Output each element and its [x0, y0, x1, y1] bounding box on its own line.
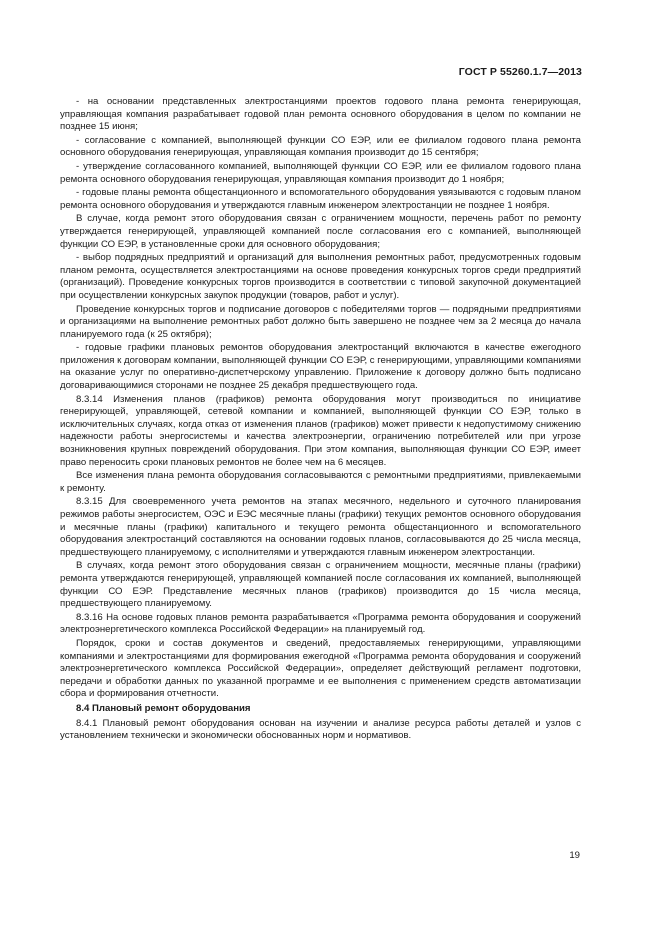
paragraph: В случае, когда ремонт этого оборудования связан с ограничением мощности, перечень работ по ремонту утверждается генерирующей, управляющей компанией после согласования его с компанией, выполняющей функции СО ЕЭР, в установленные сроки для основного оборудования;: [60, 213, 581, 250]
paragraph: - на основании представленных электростанциями проектов годового плана ремонта генерирующая, управляющая компания разрабатывает годовой план ремонта основного оборудования в целом по компании не позднее 15 июня;: [60, 96, 581, 133]
paragraph: 8.4.1 Плановый ремонт оборудования основан на изучении и анализе ресурса работы деталей и узлов с установлением технически и экономически обоснованных норм и нормативов.: [60, 717, 581, 742]
paragraph: - утверждение согласованного компанией, выполняющей функции СО ЕЭР, или ее филиалом годового плана ремонта основного оборудования генерирующая, управляющая компания производит до 1 ноября;: [60, 160, 581, 185]
paragraph: - годовые графики плановых ремонтов оборудования электростанций включаются в качестве ежегодного приложения к договорам компании, выполняющей функции СО ЕЭР, с генерирующими, управляющими компаниями на оказание услуг по оперативно-диспетчерскому управлению. Приложение к договору должно быть подписано договаривающимися сторонами не позднее 25 декабря предшествующего года.: [60, 342, 581, 392]
paragraph: - согласование с компанией, выполняющей функции СО ЕЭР, или ее филиалом годового плана ремонта основного оборудования генерирующая, управляющая компания производит до 15 сентября;: [60, 134, 581, 159]
page-number: 19: [569, 850, 580, 861]
paragraph: - годовые планы ремонта общестанционного и вспомогательного оборудования увязываются с годовым планом ремонта основного оборудования и утверждаются главным инженером электростанции не позднее 1 ноября.: [60, 187, 581, 211]
paragraph: 8.3.15 Для своевременного учета ремонтов на этапах месячного, недельного и суточного планирования режимов работы энергосистем, ОЭС и ЕЭС месячные планы (графики) текущих ремонтов основного оборудования и месячные планы (графики) капитального и текущего ремонта общестанционного и вспомогательного оборудования электростанций составляются на основании годовых планов, согласовываются до 25 числа месяца, предшествующего планируемому, с исполнителями и утверждаются главным инженером электростанции.: [60, 496, 581, 558]
body-text: [60, 96, 581, 744]
standard-header: ГОСТ Р 55260.1.7—2013: [458, 66, 582, 78]
paragraph: 8.3.16 На основе годовых планов ремонта разрабатывается «Программа ремонта оборудования и сооружений электроэнергетического комплекса Российской Федерации» на планируемый год.: [60, 611, 581, 636]
paragraph: Проведение конкурсных торгов и подписание договоров с победителями торгов — подрядными предприятиями и организациями на выполнение ремонтных работ должно быть завершено не позднее чем за 2 месяца до начала планируемого года (к 25 октября);: [60, 303, 581, 340]
paragraph: Все изменения плана ремонта оборудования согласовываются с ремонтными предприятиями, привлекаемыми к ремонту.: [60, 470, 581, 494]
paragraph: - выбор подрядных предприятий и организаций для выполнения ремонтных работ, предусмотренных годовым планом ремонта, осуществляется электростанциями на основе проведения конкурсных торгов среди предприятий (организаций). Проведение конкурсных торгов производится в соответствии с типовой закупочной документацией при осуществлении конкурсных закупок продукции (товаров, работ и услуг).: [60, 252, 581, 301]
section-heading: 8.4 Плановый ремонт оборудования: [76, 702, 251, 714]
paragraph: В случаях, когда ремонт этого оборудования связан с ограничением мощности, месячные планы (графики) ремонта утверждаются генерирующей, управляющей компанией после согласования их компанией, выполняющей функции СО ЕЭР. Представление месячных планов (графиков) производится до 15 числа месяца, предшествующего планируемому.: [60, 560, 581, 610]
paragraph: Порядок, сроки и состав документов и сведений, предоставляемых генерирующими, управляющими компаниями и электростанциями для формирования ежегодной «Программа ремонта оборудования и сооружений электроэнергетического комплекса Российской Федерации», определяет действующий регламент подготовки, передачи и обработки данных по указанной программе и ее выполнения с применением средств автоматизации сбора и формирования отчетности.: [60, 637, 581, 700]
paragraph: 8.3.14 Изменения планов (графиков) ремонта оборудования могут производиться по инициативе генерирующей, управляющей, сетевой компании и компанией, выполняющей функции СО ЕЭР, только в исключительных случаях, когда отказ от изменения планов (графиков) может привести к недопустимому снижению надежности работы энергосистемы и качества электроэнергии, ограничению потребителей или при угрозе возникновения крупных повреждений оборудования. При этом компания, выполняющая функции СО ЕЭР, имеет право переносить сроки плановых ремонтов не более чем на 6 месяцев.: [60, 393, 581, 468]
